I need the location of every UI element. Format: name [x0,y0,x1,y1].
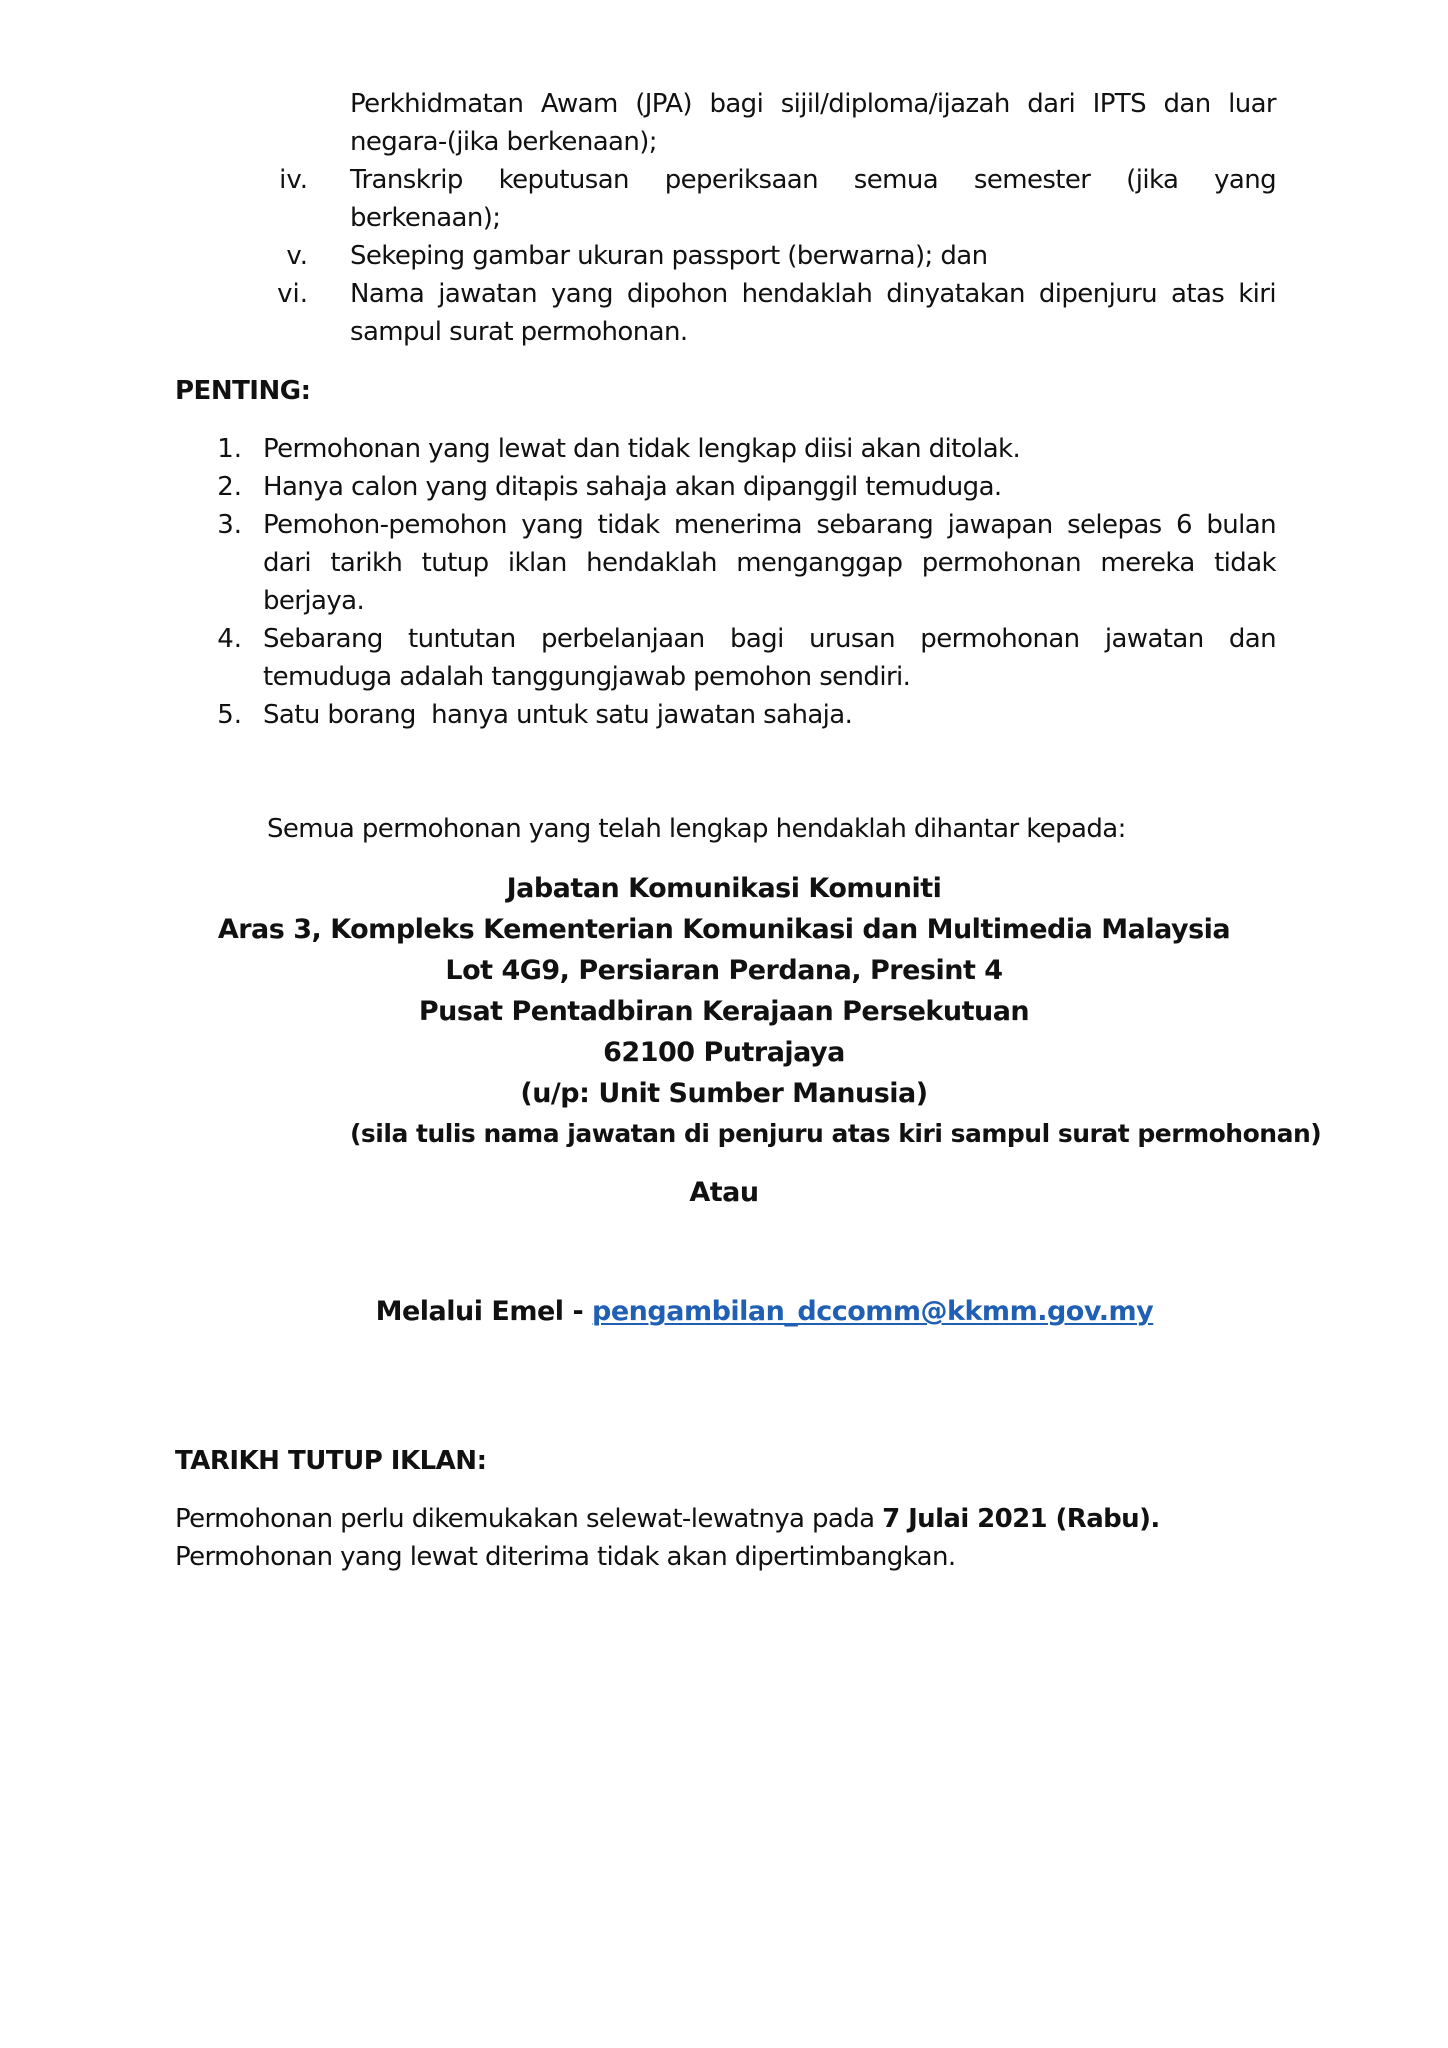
penting-marker-2: 2. [217,472,242,502]
penting-marker-3: 3. [217,510,242,540]
penting-marker-5: 5. [217,700,242,730]
closing-line-1 [175,1500,1160,1538]
penting-item-3-line-1: Pemohon-pemohon yang tidak menerima sebarang jawapan selepas 6 bulan [263,510,1276,540]
requirement-continuation-line-2: negara-(jika berkenaan); [350,127,657,157]
closing-line-2: Permohonan yang lewat diterima tidak akan dipertimbangkan. [175,1542,956,1572]
penting-marker-4: 4. [217,624,242,654]
address-line-1: Jabatan Komunikasi Komuniti [506,873,942,904]
email-link[interactable]: pengambilan_dccomm@kkmm.gov.my [592,1296,1154,1327]
requirement-vi-line-2: sampul surat permohonan. [350,317,688,347]
or-label: Atau [689,1177,759,1208]
address-line-5: 62100 Putrajaya [603,1037,845,1068]
submission-intro: Semua permohonan yang telah lengkap hendaklah dihantar kepada: [267,814,1126,844]
requirement-iv-line-1: Transkrip keputusan peperiksaan semua semester (jika yang [350,165,1276,195]
penting-item-1: Permohonan yang lewat dan tidak lengkap diisi akan ditolak. [263,434,1021,464]
list-marker-v: v. [286,241,308,271]
address-line-4: Pusat Pentadbiran Kerajaan Persekutuan [418,996,1030,1027]
closing-heading: TARIKH TUTUP IKLAN: [175,1446,487,1476]
penting-marker-1: 1. [217,434,242,464]
penting-item-4-line-2: temuduga adalah tanggungjawab pemohon sendiri. [263,662,911,692]
address-line-3: Lot 4G9, Persiaran Perdana, Presint 4 [445,955,1003,986]
requirement-vi-line-1: Nama jawatan yang dipohon hendaklah dinyatakan dipenjuru atas kiri [350,279,1276,309]
penting-item-5: Satu borang hanya untuk satu jawatan sahaja. [263,700,853,730]
address-line-2: Aras 3, Kompleks Kementerian Komunikasi dan Multimedia Malaysia [217,914,1231,945]
list-marker-iv: iv. [279,165,308,195]
penting-item-3-line-2: dari tarikh tutup iklan hendaklah menganggap permohonan mereka tidak [263,548,1276,578]
list-marker-vi: vi. [277,279,308,309]
closing-date: 7 Julai 2021 (Rabu). [882,1504,1160,1534]
penting-item-4-line-1: Sebarang tuntutan perbelanjaan bagi urusan permohonan jawatan dan [263,624,1276,654]
penting-item-2: Hanya calon yang ditapis sahaja akan dipanggil temuduga. [263,472,1002,502]
email-row [340,1255,1153,1369]
penting-heading: PENTING: [175,376,311,406]
envelope-note: (sila tulis nama jawatan di penjuru atas kiri sampul surat permohonan) [350,1119,1322,1148]
email-label: Melalui Emel - [375,1296,593,1327]
requirement-iv-line-2: berkenaan); [350,203,501,233]
requirement-continuation-line-1: Perkhidmatan Awam (JPA) bagi sijil/diploma/ijazah dari IPTS dan luar [350,89,1276,119]
requirement-v-line-1: Sekeping gambar ukuran passport (berwarna); dan [350,241,988,271]
address-line-6: (u/p: Unit Sumber Manusia) [520,1078,928,1109]
closing-line-1-text: Permohonan perlu dikemukakan selewat-lewatnya pada [175,1504,883,1534]
penting-item-3-line-3: berjaya. [263,586,365,616]
